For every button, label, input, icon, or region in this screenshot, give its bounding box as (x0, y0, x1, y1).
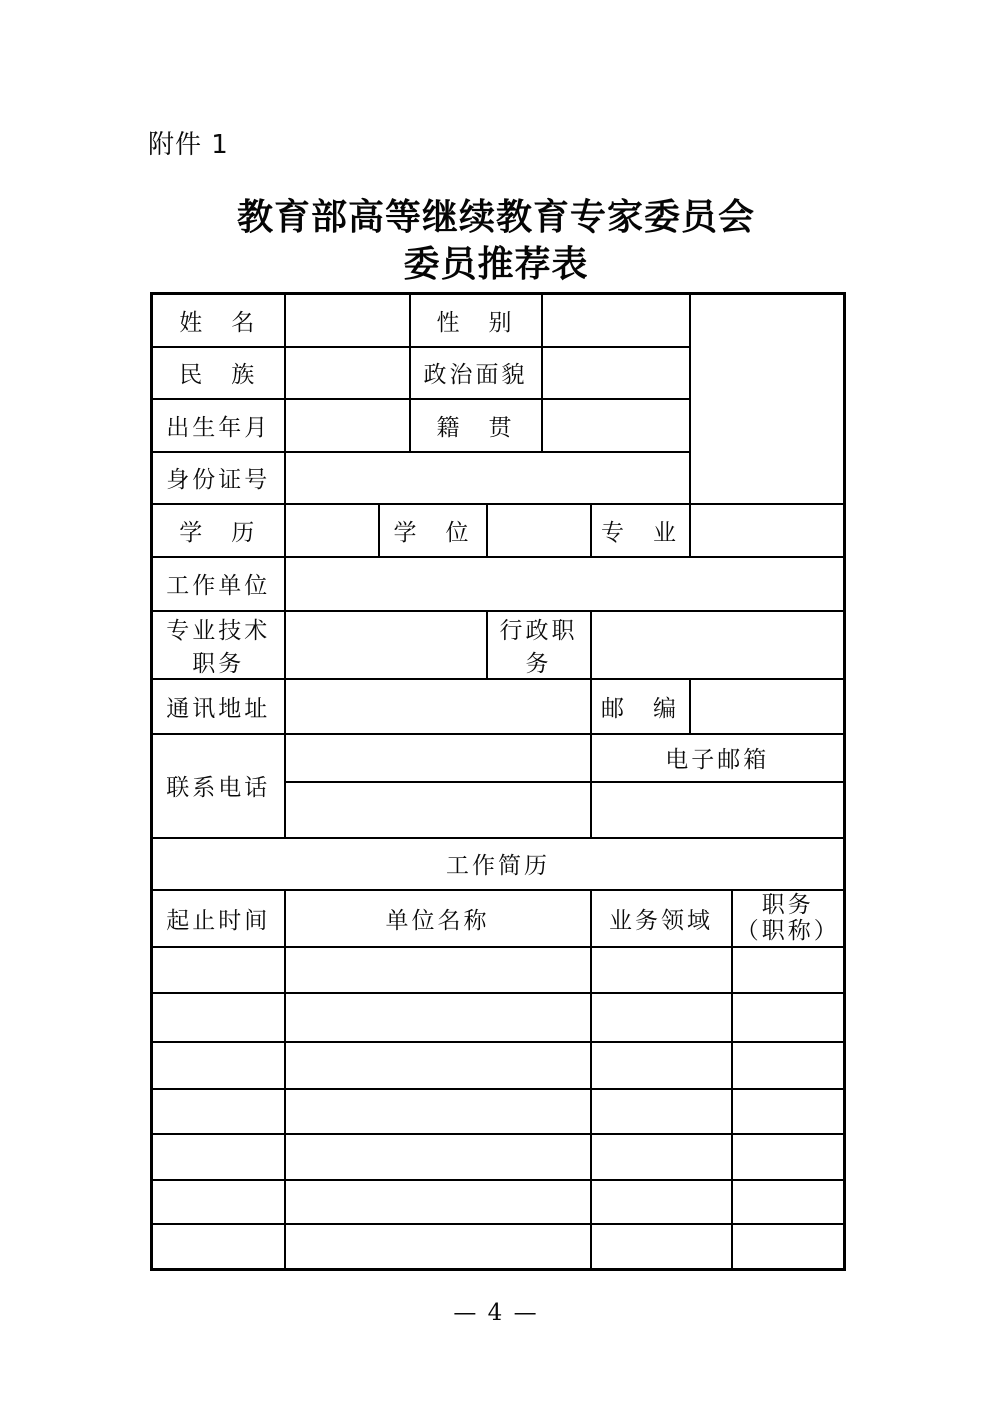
history-time-cell (152, 993, 285, 1042)
row-work-unit (152, 557, 845, 611)
history-field-cell (591, 993, 732, 1042)
name-value-cell (285, 294, 410, 347)
page-number: — 4 — (453, 1300, 539, 1326)
degree-label: 学 位 (379, 504, 487, 557)
history-position-cell (732, 1180, 845, 1224)
history-row (152, 1042, 845, 1089)
row-address-postcode (152, 679, 845, 734)
education-value-cell (285, 504, 379, 557)
name-label: 姓 名 (152, 294, 285, 347)
phone-label: 联系电话 (152, 734, 285, 838)
history-time-cell (152, 1042, 285, 1089)
history-col-time: 起止时间 (152, 890, 285, 947)
ethnicity-label: 民 族 (152, 347, 285, 399)
email-value-cell (591, 782, 845, 838)
row-work-history-header (152, 838, 845, 890)
history-row (152, 1180, 845, 1224)
photo-cell (690, 294, 845, 504)
birthdate-value-cell (285, 399, 410, 452)
history-col-position-line1: 职务 (761, 892, 814, 918)
history-row (152, 1134, 845, 1180)
address-value-cell (285, 679, 591, 734)
history-time-cell (152, 1089, 285, 1134)
history-position-cell (732, 993, 845, 1042)
birthdate-label: 出生年月 (152, 399, 285, 452)
history-col-position-line2: （职称） (735, 918, 840, 944)
ethnicity-value-cell (285, 347, 410, 399)
document-title (0, 194, 992, 288)
row-education-degree-major (152, 504, 845, 557)
postcode-label: 邮 编 (591, 679, 690, 734)
native-place-value-cell (542, 399, 690, 452)
address-label: 通讯地址 (152, 679, 285, 734)
history-row (152, 947, 845, 993)
history-unit-cell (285, 1224, 591, 1270)
history-field-cell (591, 1224, 732, 1270)
gender-value-cell (542, 294, 690, 347)
history-field-cell (591, 1180, 732, 1224)
history-unit-cell (285, 1089, 591, 1134)
title-line-1: 教育部高等继续教育专家委员会 (236, 196, 755, 238)
history-col-unit: 单位名称 (285, 890, 591, 947)
work-history-section-title: 工作简历 (152, 838, 845, 890)
phone-value-cell-1 (285, 734, 591, 782)
political-status-label: 政治面貌 (410, 347, 542, 399)
history-time-cell (152, 1134, 285, 1180)
gender-label: 性 别 (410, 294, 542, 347)
history-col-field: 业务领域 (591, 890, 732, 947)
history-time-cell (152, 947, 285, 993)
degree-value-cell (487, 504, 591, 557)
history-time-cell (152, 1224, 285, 1270)
row-name-gender (152, 294, 845, 347)
title-line-2: 委员推荐表 (403, 243, 589, 285)
history-row (152, 1089, 845, 1134)
attachment-label: 附件 1 (148, 130, 229, 160)
history-position-cell (732, 1089, 845, 1134)
history-unit-cell (285, 947, 591, 993)
email-label: 电子邮箱 (591, 734, 845, 782)
row-titles (152, 611, 845, 679)
history-field-cell (591, 1134, 732, 1180)
history-row (152, 1224, 845, 1270)
professional-title-label: 专业技术职务 (152, 611, 285, 679)
education-label: 学 历 (152, 504, 285, 557)
recommendation-form-table (150, 292, 846, 1271)
id-number-label: 身份证号 (152, 452, 285, 504)
history-unit-cell (285, 1180, 591, 1224)
phone-value-cell-2 (285, 782, 591, 838)
history-row (152, 993, 845, 1042)
history-col-position (732, 890, 845, 947)
major-label: 专 业 (591, 504, 690, 557)
work-unit-label: 工作单位 (152, 557, 285, 611)
history-time-cell (152, 1180, 285, 1224)
political-status-value-cell (542, 347, 690, 399)
history-field-cell (591, 947, 732, 993)
id-number-value-cell (285, 452, 690, 504)
admin-position-label: 行政职务 (487, 611, 591, 679)
history-unit-cell (285, 1134, 591, 1180)
history-position-cell (732, 1224, 845, 1270)
history-position-cell (732, 947, 845, 993)
native-place-label: 籍 贯 (410, 399, 542, 452)
history-unit-cell (285, 993, 591, 1042)
admin-position-value-cell (591, 611, 845, 679)
history-position-cell (732, 1134, 845, 1180)
row-history-columns (152, 890, 845, 947)
history-unit-cell (285, 1042, 591, 1089)
postcode-value-cell (690, 679, 845, 734)
work-unit-value-cell (285, 557, 845, 611)
professional-title-value-cell (285, 611, 487, 679)
history-field-cell (591, 1089, 732, 1134)
history-position-cell (732, 1042, 845, 1089)
row-phone-email-label (152, 734, 845, 782)
major-value-cell (690, 504, 845, 557)
history-field-cell (591, 1042, 732, 1089)
